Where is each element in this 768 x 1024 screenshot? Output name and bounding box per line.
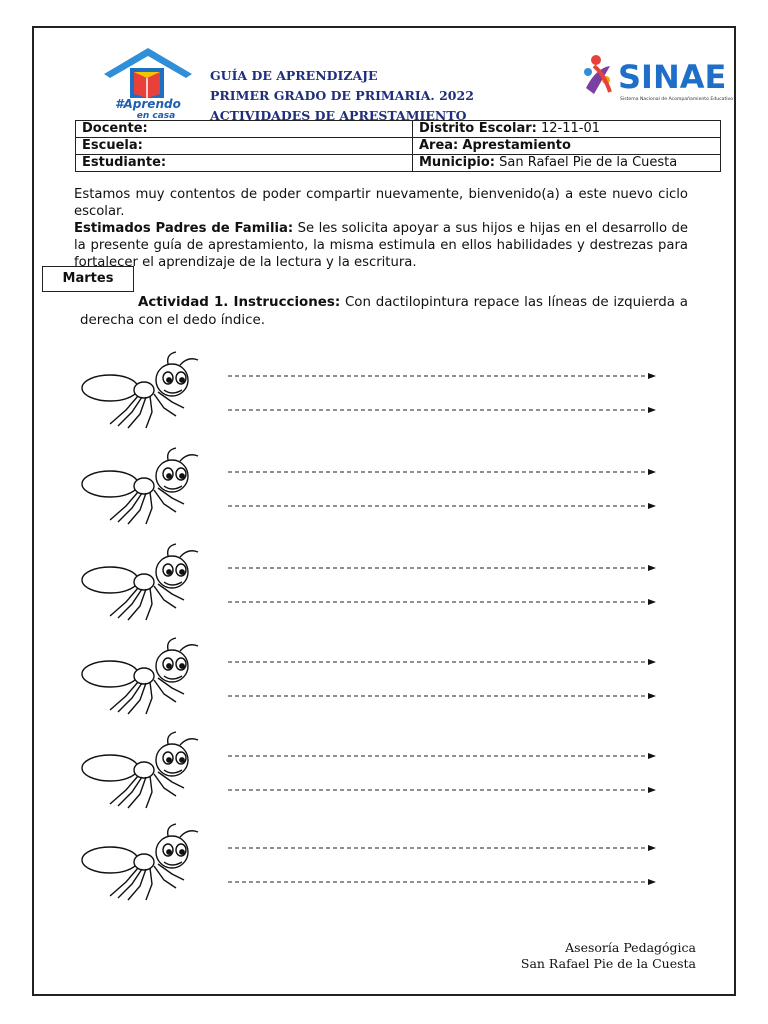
dashed-trace-line[interactable] bbox=[228, 564, 656, 572]
footer-line-1: Asesoría Pedagógica bbox=[565, 940, 696, 955]
ant-illustration bbox=[80, 822, 220, 902]
info-row bbox=[76, 155, 721, 172]
ant-illustration bbox=[80, 350, 220, 430]
guide-title: GUÍA DE APRENDIZAJE bbox=[210, 68, 378, 83]
area-cell: Area: Aprestamiento bbox=[413, 138, 721, 155]
footer bbox=[521, 940, 696, 972]
dashed-trace-line[interactable] bbox=[228, 598, 656, 606]
ant-illustration bbox=[80, 636, 220, 716]
aprendo-en-casa-logo bbox=[100, 44, 196, 120]
svg-text:Sistema Nacional de Acompañami: Sistema Nacional de Acompañamiento Educativo bbox=[620, 97, 734, 102]
municipio-cell: Municipio: San Rafael Pie de la Cuesta bbox=[413, 155, 721, 172]
activity-instructions: Actividad 1. Instrucciones: Con dactilopintura repace las líneas de izquierda a derecha con el dedo índice. bbox=[80, 295, 688, 328]
header-titles bbox=[210, 66, 474, 126]
parents-paragraph: Estimados Padres de Familia: Se les solicita apoyar a sus hijos e hijas en el desarrollo de la presente guía de aprestamiento, la misma estimula en ellos habilidades y destrezas para fortalecer el aprendizaje de la lectura y la escritura. bbox=[74, 221, 688, 270]
intro-text bbox=[74, 186, 688, 271]
student-info-table bbox=[75, 120, 721, 172]
svg-text:SINAE: SINAE bbox=[618, 58, 727, 96]
footer-line-2: San Rafael Pie de la Cuesta bbox=[520, 956, 696, 971]
ant-illustration bbox=[80, 730, 220, 810]
estudiante-cell[interactable]: Estudiante: bbox=[76, 155, 413, 172]
info-row bbox=[76, 121, 721, 138]
dashed-trace-line[interactable] bbox=[228, 658, 656, 666]
dashed-trace-line[interactable] bbox=[228, 692, 656, 700]
grade-title: PRIMER GRADO DE PRIMARIA. 2022 bbox=[210, 88, 474, 103]
dashed-trace-line[interactable] bbox=[228, 878, 656, 886]
activities-title: ACTIVIDADES DE APRESTAMIENTO bbox=[210, 108, 467, 123]
dashed-trace-line[interactable] bbox=[228, 752, 656, 760]
info-row bbox=[76, 138, 721, 155]
docente-cell[interactable]: Docente: bbox=[76, 121, 413, 138]
svg-text:en casa: en casa bbox=[136, 111, 176, 121]
svg-text:#Aprendo: #Aprendo bbox=[115, 97, 181, 111]
sinae-logo bbox=[580, 50, 734, 106]
escuela-cell[interactable]: Escuela: bbox=[76, 138, 413, 155]
welcome-paragraph: Estamos muy contentos de poder compartir nuevamente, bienvenido(a) a este nuevo ciclo escolar. bbox=[74, 187, 688, 219]
ant-illustration bbox=[80, 542, 220, 622]
ant-illustration bbox=[80, 446, 220, 526]
dashed-trace-line[interactable] bbox=[228, 786, 656, 794]
dashed-trace-line[interactable] bbox=[228, 406, 656, 414]
dashed-trace-line[interactable] bbox=[228, 844, 656, 852]
dashed-trace-line[interactable] bbox=[228, 372, 656, 380]
dashed-trace-line[interactable] bbox=[228, 502, 656, 510]
distrito-cell: Distrito Escolar: 12-11-01 bbox=[413, 121, 721, 138]
dashed-trace-line[interactable] bbox=[228, 468, 656, 476]
day-label: Martes bbox=[42, 266, 134, 292]
